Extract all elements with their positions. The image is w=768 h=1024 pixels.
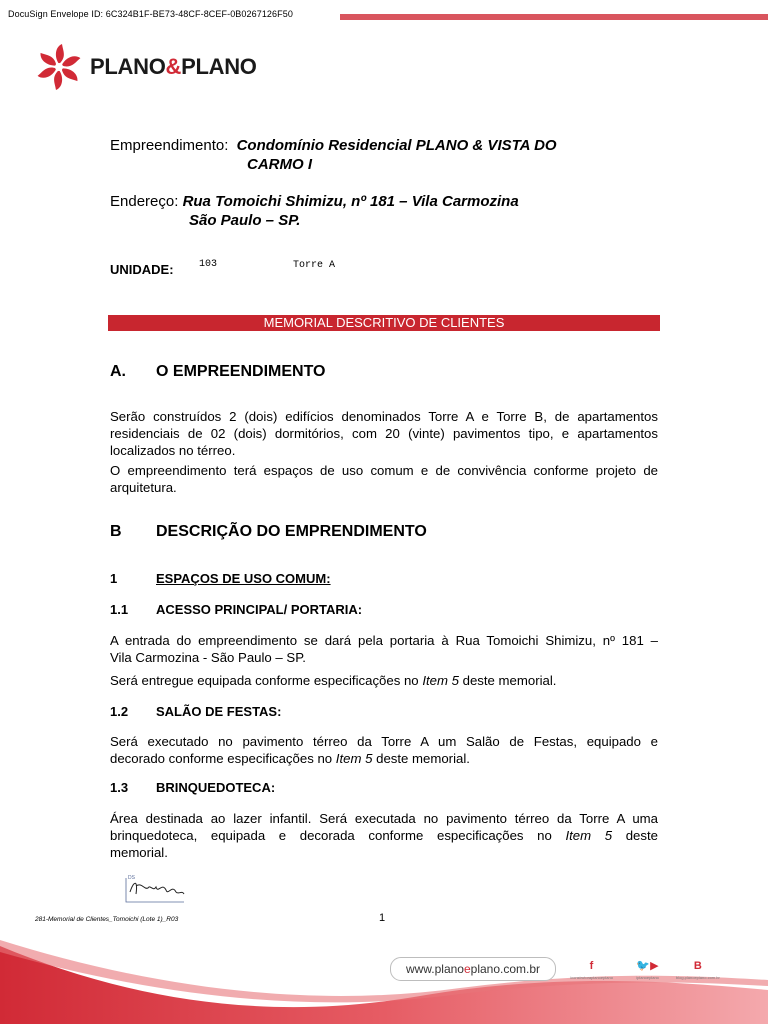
item-1-title: ESPAÇOS DE USO COMUM:	[156, 571, 331, 586]
para-text: brinquedoteca, equipada e decorada conforme especificações no	[110, 828, 566, 843]
memorial-banner: MEMORIAL DESCRITIVO DE CLIENTES	[263, 315, 505, 330]
url-text: e	[463, 962, 471, 976]
footer-wave	[0, 936, 768, 1024]
unidade-value: 103	[199, 259, 218, 270]
empreendimento-name-cont: CARMO I	[247, 156, 312, 173]
endereco-label: Endereço:	[110, 193, 179, 210]
section-a-paragraph-2	[110, 462, 658, 496]
para-line: localizados no térreo.	[110, 443, 236, 458]
para-line	[110, 827, 658, 844]
document-code: 281-Memorial de Clientes_Tomoichi (Lote 1)_R03	[35, 916, 179, 923]
item-1-2-paragraph	[110, 733, 658, 767]
item-reference: Item 5	[335, 751, 373, 766]
section-b-title: DESCRIÇÃO DO EMPRENDIMENTO	[156, 523, 427, 540]
item-1-1-title: ACESSO PRINCIPAL/ PORTARIA:	[156, 602, 363, 617]
item-1-3-title: BRINQUEDOTECA:	[156, 780, 276, 795]
section-a-title: O EMPREENDIMENTO	[156, 363, 326, 380]
social-caption: /construtoraplanoeplano	[570, 975, 613, 980]
item-reference: Item 5	[422, 673, 459, 688]
para-line: A entrada do empreendimento se dará pela portaria à Rua Tomoichi Shimizu, nº 181 –	[110, 633, 658, 648]
para-text: Será entregue equipada conforme especificações no	[110, 673, 423, 688]
item-1-2-title: SALÃO DE FESTAS:	[156, 704, 282, 719]
unidade-label: UNIDADE:	[110, 262, 174, 277]
para-line: residenciais de 02 (dois) dormitórios, com 20 (vinte) pavimentos tipo, e apartamentos	[110, 426, 658, 441]
section-a-number: A.	[110, 363, 126, 380]
page-number: 1	[379, 912, 386, 924]
url-text: plano.com.br	[470, 962, 541, 976]
item-1-1-paragraph-2	[110, 672, 658, 689]
social-twitter-youtube[interactable]	[636, 960, 659, 980]
item-1-1-paragraph-1	[110, 632, 658, 666]
logo-flower-icon	[32, 42, 86, 92]
brand-logo	[32, 42, 257, 92]
docusign-initials-signature	[120, 872, 190, 908]
blog-icon: B	[693, 960, 702, 972]
para-text: decorado conforme especificações no	[110, 751, 336, 766]
para-text: deste memorial.	[372, 751, 470, 766]
top-accent-bar	[340, 14, 768, 20]
empreendimento-line	[110, 137, 557, 154]
item-1-2-number: 1.2	[110, 704, 129, 719]
docusign-envelope-id: DocuSign Envelope ID: 6C324B1F-BE73-48CF-8CEF-0B0267126F50	[8, 9, 293, 19]
item-reference: Item 5	[565, 828, 613, 843]
url-text: www.plano	[405, 962, 464, 976]
torre-value: Torre A	[293, 260, 336, 271]
endereco-value: Rua Tomoichi Shimizu, nº 181 – Vila Carmozina	[182, 193, 519, 210]
para-line: Será executado no pavimento térreo da Torre A um Salão de Festas, equipado e	[110, 734, 658, 749]
para-text: deste	[612, 828, 658, 843]
twitter-youtube-icon: 🐦▶	[636, 960, 659, 972]
facebook-icon: f	[589, 960, 594, 972]
section-b-number: B	[110, 523, 122, 540]
item-1-1-number: 1.1	[110, 602, 129, 617]
website-url[interactable]	[390, 957, 556, 981]
endereco-line	[110, 193, 519, 210]
logo-wordmark: PLANO&PLANO	[90, 54, 257, 79]
item-1-number: 1	[110, 571, 118, 586]
social-caption: blog.planoeplano.com.br	[676, 975, 720, 980]
social-caption: /planoeplano	[636, 975, 659, 980]
para-line: arquitetura.	[110, 480, 177, 495]
para-text: deste memorial.	[458, 673, 557, 688]
para-line: O empreendimento terá espaços de uso comum e de convivência conforme projeto de	[110, 463, 658, 478]
signature-tag: DS	[128, 875, 135, 881]
para-line: Vila Carmozina - São Paulo – SP.	[110, 650, 306, 665]
para-line: Área destinada ao lazer infantil. Será executada no pavimento térreo da Torre A uma	[110, 811, 658, 826]
endereco-city: São Paulo – SP.	[189, 212, 301, 229]
empreendimento-name: Condomínio Residencial PLANO & VISTA DO	[236, 137, 557, 154]
para-line: memorial.	[110, 845, 168, 860]
para-line	[110, 750, 658, 767]
empreendimento-label: Empreendimento:	[110, 137, 229, 154]
item-1-3-paragraph	[110, 810, 658, 861]
section-a-paragraph-1	[110, 408, 658, 459]
para-line: Serão construídos 2 (dois) edifícios denominados Torre A e Torre B, de apartamentos	[110, 409, 658, 424]
item-1-3-number: 1.3	[110, 780, 129, 795]
social-facebook[interactable]	[570, 960, 613, 980]
social-blog[interactable]	[676, 960, 720, 980]
